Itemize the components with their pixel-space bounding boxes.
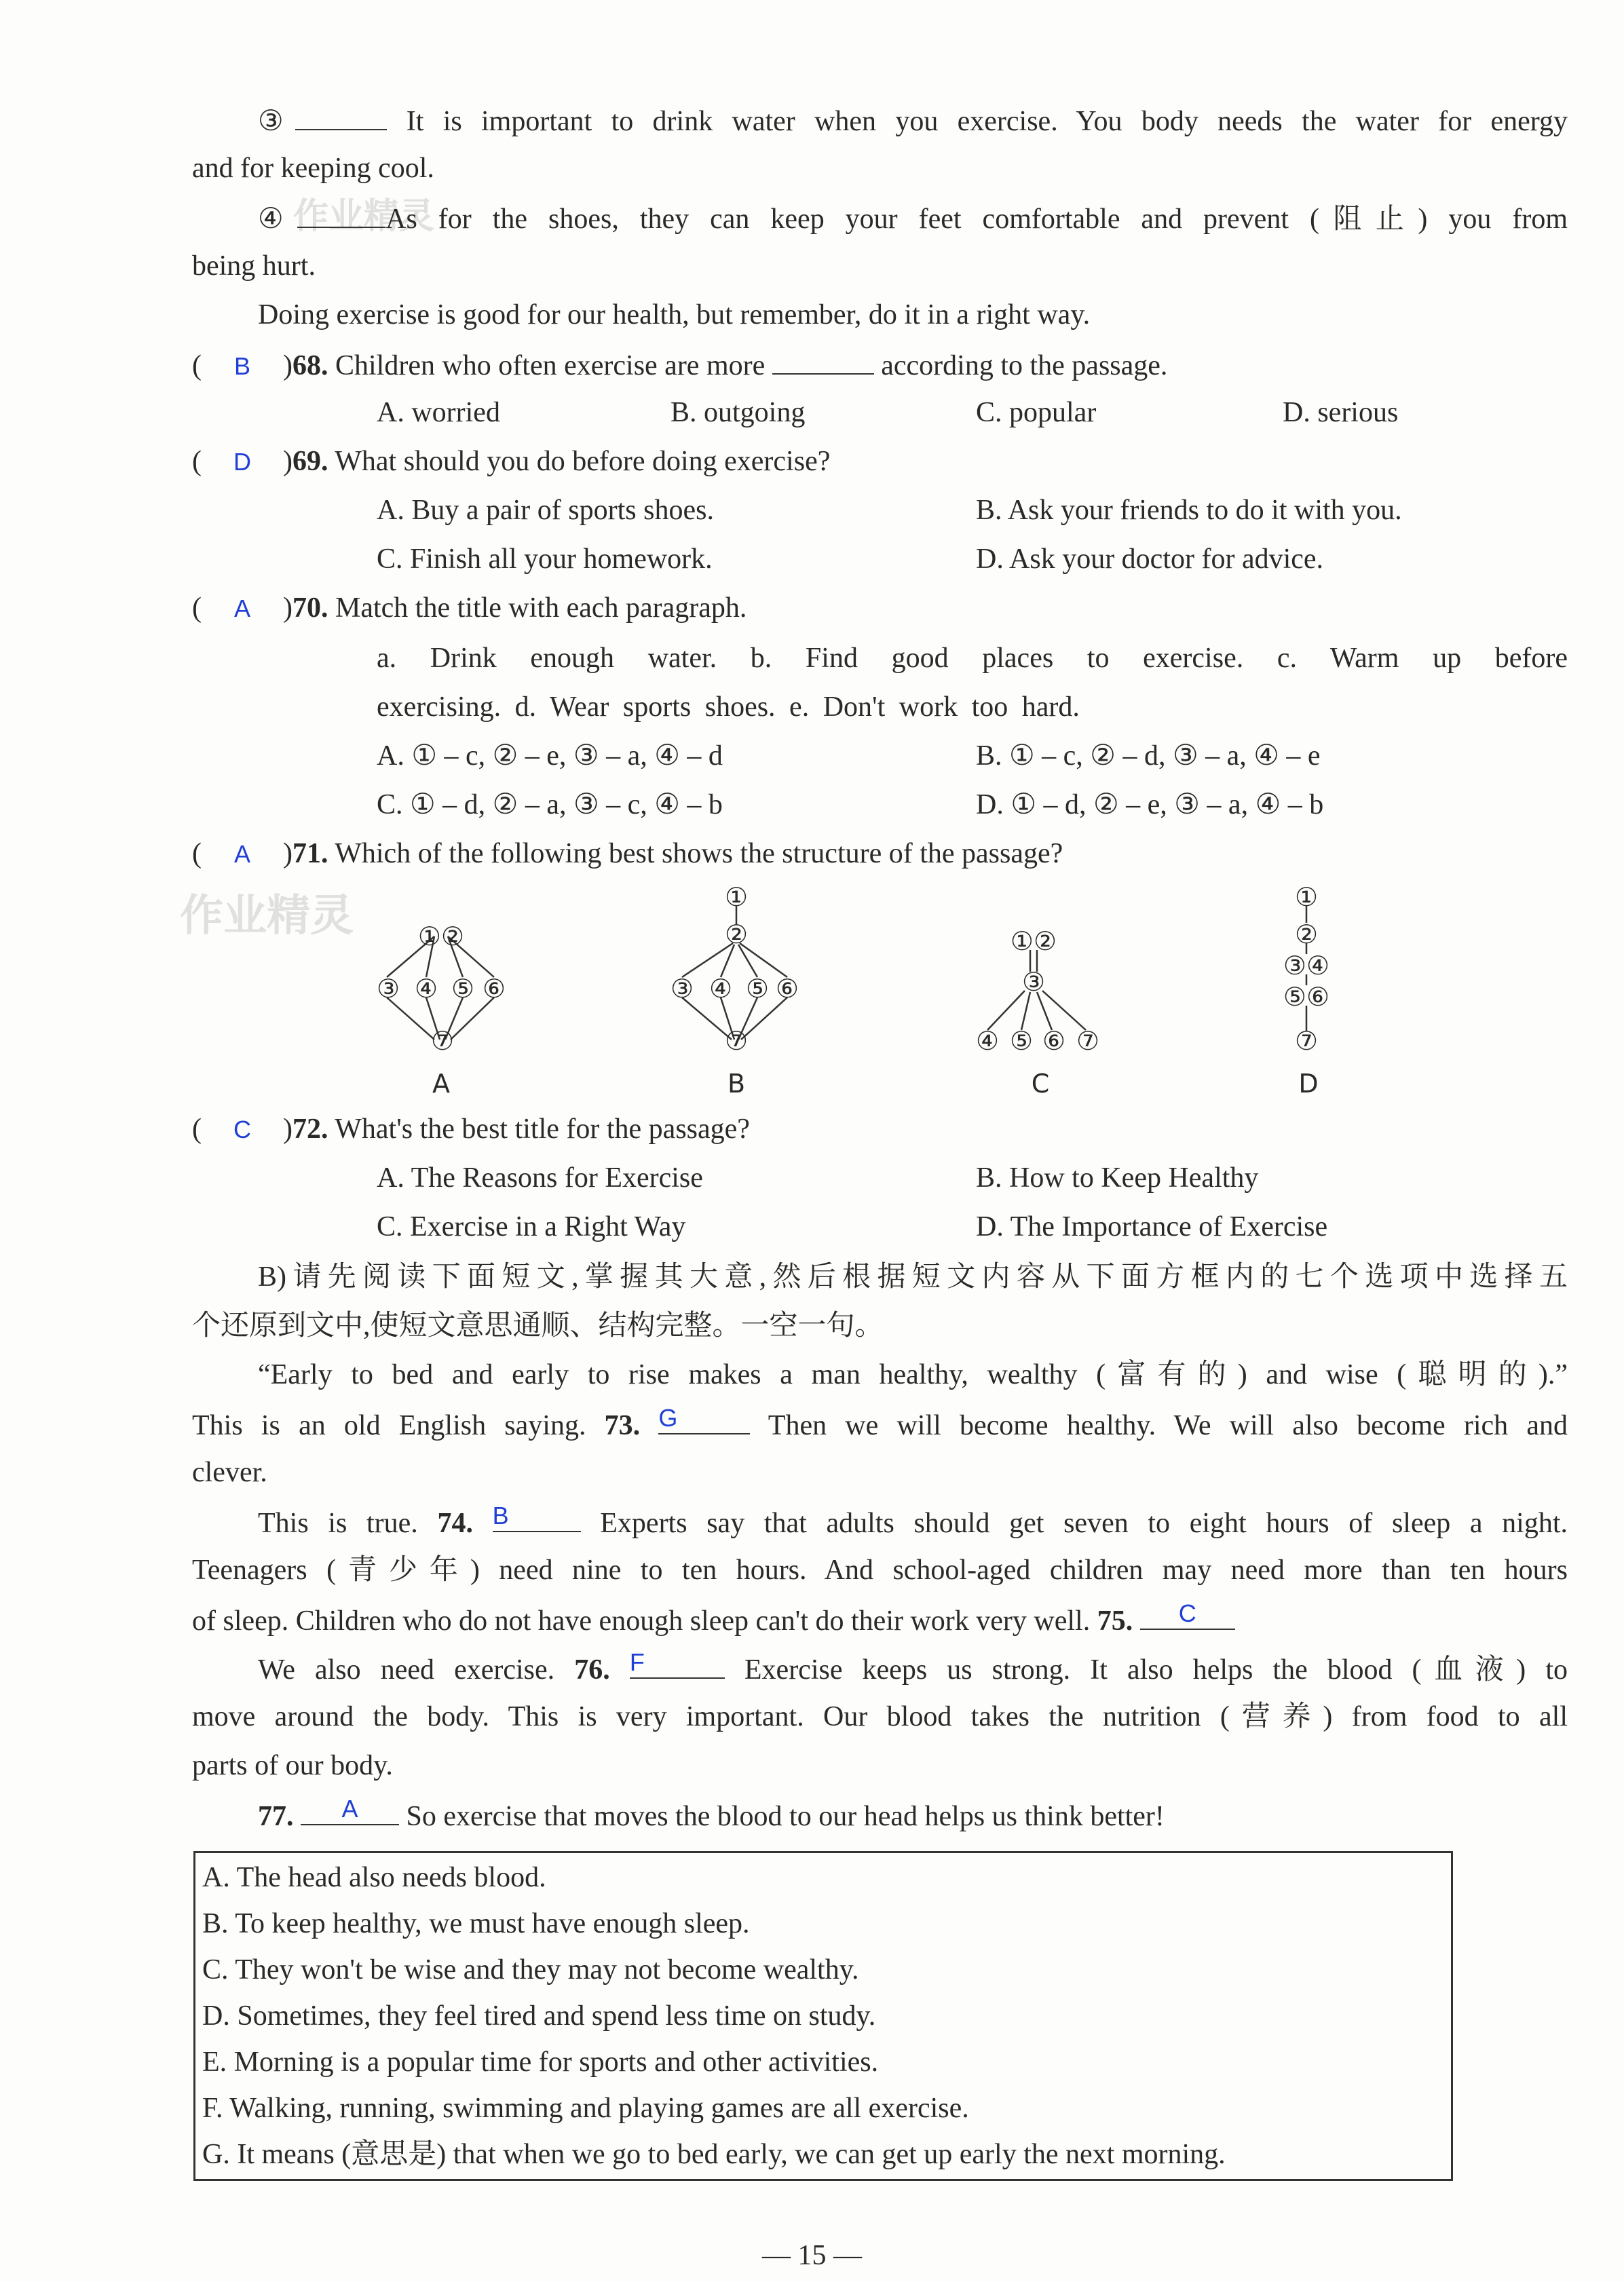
- box-option-e[interactable]: E. Morning is a popular time for sports and other activities.: [202, 2047, 879, 2078]
- option-68-b[interactable]: B. outgoing: [671, 397, 806, 428]
- paragraph-text: As for the shoes, they can keep your feet comfortable and prevent (阻止) you from: [385, 204, 1568, 235]
- option-72-c[interactable]: C. Exercise in a Right Way: [377, 1211, 686, 1242]
- answer-68: B: [233, 352, 250, 380]
- option-70-d[interactable]: D. ① – d, ② – e, ③ – a, ④ – b: [976, 789, 1324, 820]
- passage-text: Exercise keeps us strong. It also helps the blood (血液) to: [744, 1654, 1568, 1686]
- node-a-12: ①②: [417, 921, 465, 951]
- paragraph-4-line-2: being hurt.: [192, 250, 316, 282]
- answer-71: A: [233, 840, 250, 868]
- passage-b-line-7: [258, 1650, 1568, 1688]
- paragraph-marker: ③: [258, 106, 296, 137]
- answer-72: C: [233, 1116, 251, 1143]
- passage-text: We also need exercise.: [258, 1654, 555, 1686]
- question-number: 68: [292, 350, 321, 381]
- option-68-a[interactable]: A. worried: [377, 397, 500, 428]
- node-d-7: ⑦: [1294, 1026, 1319, 1056]
- closing-sentence: Doing exercise is good for our health, but remember, do it in a right way.: [258, 299, 1091, 330]
- passage-b-line-10: [258, 1797, 1165, 1834]
- section-b-instruction-1: B)请先阅读下面短文,掌握其大意,然后根据短文内容从下面方框内的七个选项中选择五: [258, 1261, 1568, 1293]
- passage-b-line-2: [192, 1406, 1568, 1443]
- question-stem-tail: according to the passage.: [881, 350, 1168, 381]
- node-d-2: ②: [1294, 919, 1319, 949]
- option-70-b[interactable]: B. ① – c, ② – d, ③ – a, ④ – e: [976, 740, 1321, 772]
- passage-b-line-9: parts of our body.: [192, 1750, 393, 1781]
- blank-73[interactable]: [658, 1406, 750, 1434]
- node-c-5: ⑤: [1009, 1026, 1034, 1056]
- question-stem: Children who often exercise are more: [335, 350, 766, 381]
- blank-76[interactable]: [630, 1650, 725, 1679]
- question-72: ( C )72. What's the best title for the passage?: [192, 1111, 750, 1147]
- blank-74[interactable]: [493, 1504, 581, 1532]
- blank: [295, 102, 387, 130]
- watermark: 作业精灵: [180, 891, 354, 941]
- paragraph-3-line-1: [258, 102, 1568, 139]
- question-number: 73.: [604, 1410, 641, 1441]
- option-69-b[interactable]: B. Ask your friends to do it with you.: [976, 495, 1402, 526]
- node-b-6: ⑥: [775, 974, 799, 1004]
- node-b-5: ⑤: [745, 974, 770, 1004]
- option-68-c[interactable]: C. popular: [976, 397, 1097, 428]
- node-d-34: ③④: [1283, 951, 1330, 981]
- page-number: — 15 —: [762, 2240, 862, 2271]
- option-72-d[interactable]: D. The Importance of Exercise: [976, 1211, 1328, 1242]
- structure-diagrams: [0, 882, 1624, 1113]
- diagram-label-b[interactable]: B: [727, 1069, 746, 1099]
- passage-b-line-8: move around the body. This is very important. Our blood takes the nutrition (营养) from food to all: [192, 1701, 1568, 1732]
- answer-75: C: [1178, 1599, 1196, 1627]
- option-72-b[interactable]: B. How to Keep Healthy: [976, 1162, 1259, 1194]
- question-number: 72: [292, 1114, 321, 1145]
- node-b-4: ④: [709, 974, 733, 1004]
- option-69-d[interactable]: D. Ask your doctor for advice.: [976, 544, 1324, 575]
- diagram-label-a[interactable]: A: [432, 1069, 450, 1099]
- answer-74: B: [492, 1502, 509, 1529]
- node-d-56: ⑤⑥: [1283, 982, 1330, 1012]
- question-number: 70: [292, 592, 321, 624]
- question-number: 74.: [437, 1508, 473, 1539]
- question-stem: What's the best title for the passage?: [335, 1114, 750, 1145]
- question-number: 77.: [258, 1801, 294, 1832]
- paragraph-4-line-1: [258, 199, 1568, 237]
- question-71: ( A )71. Which of the following best shows the structure of the passage?: [192, 836, 1063, 872]
- question-number: 69: [292, 446, 321, 477]
- paragraph-marker: ④: [258, 204, 298, 235]
- question-stem: What should you do before doing exercise?: [335, 446, 831, 477]
- node-b-1: ①: [724, 882, 749, 912]
- node-b-7: ⑦: [724, 1026, 749, 1056]
- box-option-d[interactable]: D. Sometimes, they feel tired and spend less time on study.: [202, 2000, 876, 2032]
- node-a-6: ⑥: [482, 974, 506, 1004]
- options-box: [193, 1851, 1453, 2181]
- box-option-f[interactable]: F. Walking, running, swimming and playing games are all exercise.: [202, 2093, 969, 2124]
- question-stem: Match the title with each paragraph.: [335, 592, 747, 624]
- answer-69: D: [233, 448, 251, 476]
- paragraph-3-line-2: and for keeping cool.: [192, 153, 434, 184]
- option-68-d[interactable]: D. serious: [1283, 397, 1399, 428]
- passage-text: Experts say that adults should get seven to eight hours of sleep a night.: [600, 1508, 1568, 1539]
- answer-73: G: [658, 1404, 678, 1432]
- question-number: 76.: [574, 1654, 610, 1686]
- node-a-3: ③: [376, 974, 400, 1004]
- node-a-5: ⑤: [451, 974, 475, 1004]
- question-number: 71: [292, 838, 321, 869]
- option-70-c[interactable]: C. ① – d, ② – a, ③ – c, ④ – b: [377, 789, 723, 820]
- node-c-4: ④: [975, 1026, 1000, 1056]
- diagram-label-d[interactable]: D: [1298, 1069, 1319, 1099]
- passage-b-line-5: Teenagers (青少年) need nine to ten hours. And school-aged children may need more than ten hours: [192, 1555, 1568, 1586]
- node-b-3: ③: [670, 974, 694, 1004]
- option-69-c[interactable]: C. Finish all your homework.: [377, 544, 713, 575]
- question-68: ( B )68. Children who often exercise are more according to the passage.: [192, 346, 1167, 384]
- box-option-g[interactable]: G. It means (意思是) that when we go to bed early, we can get up early the next morning.: [202, 2139, 1226, 2170]
- section-b-instruction-2: 个还原到文中,使短文意思通顺、结构完整。一空一句。: [192, 1310, 884, 1342]
- paragraph-text: It is important to drink water when you exercise. You body needs the water for energy: [406, 106, 1568, 137]
- question-stem: Which of the following best shows the structure of the passage?: [335, 838, 1063, 869]
- titles-line-2: exercising. d. Wear sports shoes. e. Don't work too hard.: [377, 691, 1080, 723]
- box-option-b[interactable]: B. To keep healthy, we must have enough sleep.: [202, 1908, 750, 1939]
- passage-b-line-3: clever.: [192, 1457, 267, 1488]
- blank[interactable]: [772, 346, 874, 375]
- option-72-a[interactable]: A. The Reasons for Exercise: [377, 1162, 703, 1194]
- passage-b-line-6: [192, 1601, 1235, 1639]
- node-a-4: ④: [414, 974, 438, 1004]
- question-number: 75.: [1097, 1605, 1133, 1637]
- titles-line-1: a. Drink enough water. b. Find good places to exercise. c. Warm up before: [377, 643, 1568, 674]
- blank-77[interactable]: [301, 1797, 399, 1825]
- answer-76: F: [629, 1648, 645, 1676]
- node-c-12: ①②: [1010, 926, 1057, 956]
- answer-77: A: [341, 1795, 358, 1823]
- passage-b-line-4: [258, 1504, 1568, 1541]
- node-a-7: ⑦: [430, 1026, 455, 1056]
- option-70-a[interactable]: A. ① – c, ② – e, ③ – a, ④ – d: [377, 740, 723, 772]
- question-69: ( D )69. What should you do before doing exercise?: [192, 444, 830, 480]
- option-69-a[interactable]: A. Buy a pair of sports shoes.: [377, 495, 714, 526]
- passage-text: of sleep. Children who do not have enough sleep can't do their work very well.: [192, 1605, 1091, 1637]
- node-d-1: ①: [1294, 882, 1319, 912]
- passage-b-line-1: “Early to bed and early to rise makes a man healthy, wealthy (富有的) and wise (聪明的).”: [258, 1359, 1568, 1390]
- passage-text: This is an old English saying.: [192, 1410, 586, 1441]
- blank: [297, 199, 385, 228]
- question-70: ( A )70. Match the title with each paragraph.: [192, 590, 747, 626]
- node-c-6: ⑥: [1042, 1026, 1066, 1056]
- answer-70: A: [233, 594, 250, 622]
- box-option-c[interactable]: C. They won't be wise and they may not become wealthy.: [202, 1954, 859, 1985]
- node-c-3: ③: [1021, 967, 1046, 997]
- passage-text: Then we will become healthy. We will also become rich and: [768, 1410, 1568, 1441]
- node-c-7: ⑦: [1076, 1026, 1100, 1056]
- passage-text: So exercise that moves the blood to our head helps us think better!: [406, 1801, 1165, 1832]
- blank-75[interactable]: [1140, 1601, 1235, 1630]
- node-b-2: ②: [724, 919, 749, 949]
- watermark: 作业精灵: [293, 196, 435, 237]
- passage-text: This is true.: [258, 1508, 418, 1539]
- box-option-a[interactable]: A. The head also needs blood.: [202, 1862, 546, 1893]
- diagram-label-c[interactable]: C: [1031, 1069, 1050, 1099]
